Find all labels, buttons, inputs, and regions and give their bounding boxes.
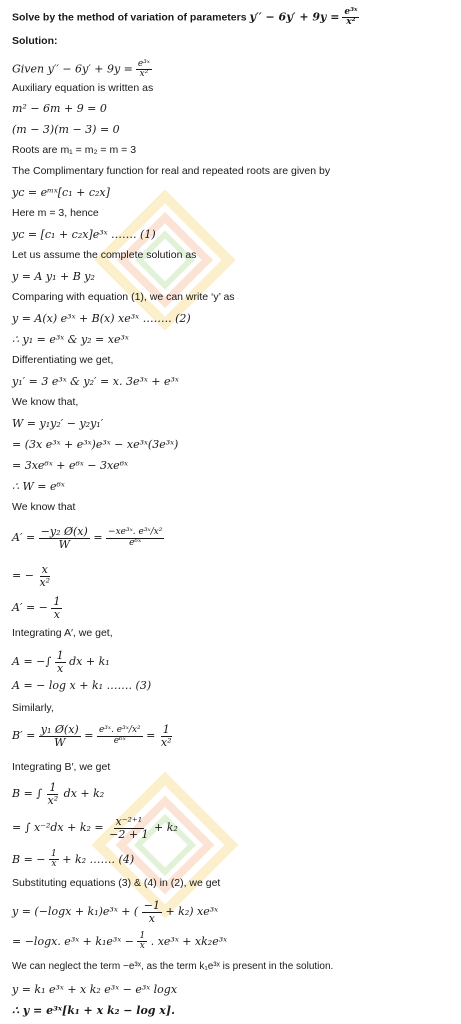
wronskian-step1: = (3x e³ˣ + e³ˣ)e³ˣ − xe³ˣ(3e³ˣ)	[12, 438, 179, 451]
assume-line: Let us assume the complete solution as	[12, 249, 197, 261]
wronskian-step2: = 3xe⁶ˣ + e⁶ˣ − 3xe⁶ˣ	[12, 459, 129, 472]
b-integral: B = ∫ $\frac{1}{\text{x²}}$ dx + k₂	[12, 781, 105, 807]
know-that-1: We know that,	[12, 396, 79, 408]
watermark-logo-bottom	[90, 770, 240, 920]
wronskian-result: ∴ W = e⁶ˣ	[12, 480, 65, 493]
know-that-2: We know that	[12, 501, 76, 513]
compare-line: Comparing with equation (1), we can write ‘y’ as	[12, 291, 235, 303]
wronskian-def: W = y₁y₂′ − y₂y₁′	[12, 417, 104, 430]
a-result: A = − log x + k₁ ……. (3)	[12, 679, 152, 692]
integrating-b: Integrating B′, we get	[12, 761, 111, 773]
a-prime-eq: A′ = $\frac{\text{−y₂ Ø(x)}}{W}$ = $\frac{\text{−xe³ˣ. e³ˣ/x²}}{\text{e⁶ˣ}}$	[12, 525, 163, 551]
final-answer: ∴ y = e³ˣ[k₁ + x k₂ − log x].	[12, 1004, 175, 1017]
neglect-note: We can neglect the term −e³ˣ, as the term k₁e³ˣ is present in the solution.	[12, 961, 334, 972]
cf-specific: yᴄ = [c₁ + c₂x]e³ˣ ……. (1)	[12, 228, 156, 241]
derivatives: y₁′ = 3 e³ˣ & y₂′ = x. 3e³ˣ + e³ˣ	[12, 375, 179, 388]
integrating-a: Integrating A′, we get,	[12, 627, 113, 639]
given-line: Given y′′ − 6y′ + 9y = $\frac{\text{e³ˣ}}{\text{x²}}$	[12, 59, 150, 80]
near-final: y = k₁ e³ˣ + x k₂ e³ˣ − e³ˣ logx	[12, 983, 178, 996]
aux-intro: Auxiliary equation is written as	[12, 82, 154, 94]
problem-title	[12, 8, 359, 28]
substituted-eq: y = (−logx + k₁)e³ˣ + ( $\frac{-1}{x}$ + k₂) xe³ˣ	[12, 899, 219, 925]
b-result: B = − $\frac{1}{x}$ + k₂ ……. (4)	[12, 849, 135, 870]
expanded-eq: = −logx. e³ˣ + k₁e³ˣ − $\frac{1}{x}$ . xe³ˣ + xk₂e³ˣ	[12, 931, 228, 952]
solution-label: Solution:	[12, 35, 58, 47]
diff-intro: Differentiating we get,	[12, 354, 114, 366]
a-prime-step: = − $\frac{x}{\text{x²}}$	[12, 563, 51, 589]
cf-intro: The Complimentary function for real and repeated roots are given by	[12, 165, 331, 177]
complete-solution: y = A y₁ + B y₂	[12, 270, 95, 283]
y-form: y = A(x) e³ˣ + B(x) xe³ˣ …….. (2)	[12, 312, 191, 325]
cf-general: yᴄ = eᵐˣ[c₁ + c₂x]	[12, 186, 110, 199]
here-line: Here m = 3, hence	[12, 207, 99, 219]
title-prefix: Solve by the method of variation of parameters	[12, 11, 247, 24]
title-equation: y′′ − 6y′ + 9y =	[249, 10, 340, 24]
title-fraction: $\frac{\text{e³ˣ}}{\text{x²}}$	[344, 7, 358, 28]
aux-equation: m² − 6m + 9 = 0	[12, 102, 107, 115]
substituting: Substituting equations (3) & (4) in (2), we get	[12, 877, 221, 889]
b-prime-eq: B′ = $\frac{\text{y₁ Ø(x)}}{W}$ = $\frac{\text{e³ˣ. e³ˣ/x²}}{\text{e⁶ˣ}}$ = $\frac{1}{\text{x²}}$	[12, 723, 172, 749]
y1-y2: ∴ y₁ = e³ˣ & y₂ = xe³ˣ	[12, 333, 129, 346]
aux-factored: (m − 3)(m − 3) = 0	[12, 123, 120, 136]
a-integral: A = −∫ $\frac{1}{x}$ dx + k₁	[12, 649, 110, 675]
b-step: = ∫ x⁻²dx + k₂ = $\frac{\text{x⁻²⁺¹}}{-2 + 1}$ + k₂	[12, 815, 178, 841]
roots-line: Roots are m₁ = m₂ = m = 3	[12, 144, 137, 156]
similarly: Similarly,	[12, 702, 54, 714]
a-prime-result: A′ = − $\frac{1}{x}$	[12, 595, 61, 621]
